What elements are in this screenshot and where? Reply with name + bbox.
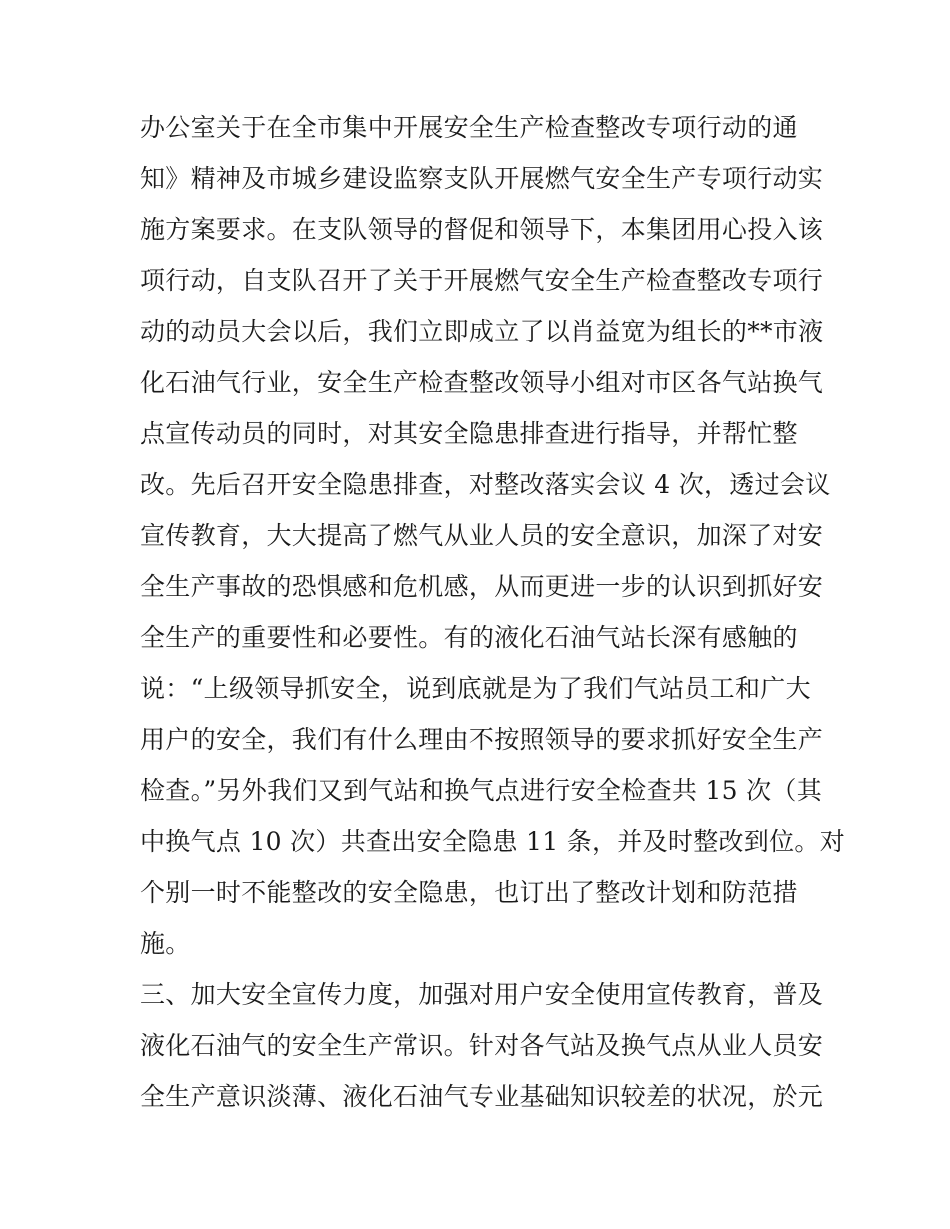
text-line-1: 办公室关于在全市集中开展安全生产检查整改专项行动的通 bbox=[140, 113, 798, 142]
text-line-18: 三、加大安全宣传力度，加强对用户安全使用宣传教育，普及 bbox=[140, 980, 824, 1009]
text-line-17: 施。 bbox=[140, 929, 191, 958]
text-line-7: 点宣传动员的同时，对其安全隐患排查进行指导，并帮忙整 bbox=[140, 419, 798, 448]
text-line-4: 项行动，自支队召开了关于开展燃气安全生产检查整改专项行 bbox=[140, 266, 824, 295]
text-line-5: 动的动员大会以后，我们立即成立了以肖益宽为组长的**市液 bbox=[140, 317, 824, 346]
text-line-20: 全生产意识淡薄、液化石油气专业基础知识较差的状况，於元 bbox=[140, 1082, 824, 1111]
text-line-6: 化石油气行业，安全生产检查整改领导小组对市区各气站换气 bbox=[140, 368, 824, 397]
text-line-12: 说：“上级领导抓安全，说到底就是为了我们气站员工和广大 bbox=[140, 674, 811, 703]
text-line-2: 知》精神及市城乡建设监察支队开展燃气安全生产专项行动实 bbox=[140, 164, 824, 193]
text-line-15: 中换气点 10 次）共查出安全隐患 11 条，并及时整改到位。对 bbox=[140, 827, 846, 856]
text-line-14: 检查。”另外我们又到气站和换气点进行安全检查共 15 次（其 bbox=[140, 776, 822, 805]
body-text bbox=[140, 102, 846, 1122]
text-line-10: 全生产事故的恐惧感和危机感，从而更进一步的认识到抓好安 bbox=[140, 572, 824, 601]
text-line-3: 施方案要求。在支队领导的督促和领导下，本集团用心投入该 bbox=[140, 215, 824, 244]
text-line-11: 全生产的重要性和必要性。有的液化石油气站长深有感触的 bbox=[140, 623, 798, 652]
text-line-19: 液化石油气的安全生产常识。针对各气站及换气点从业人员安 bbox=[140, 1031, 824, 1060]
text-line-9: 宣传教育，大大提高了燃气从业人员的安全意识，加深了对安 bbox=[140, 521, 824, 550]
text-line-8: 改。先后召开安全隐患排查，对整改落实会议 4 次，透过会议 bbox=[140, 470, 831, 499]
text-line-13: 用户的安全，我们有什么理由不按照领导的要求抓好安全生产 bbox=[140, 725, 824, 754]
text-line-16: 个别一时不能整改的安全隐患，也订出了整改计划和防范措 bbox=[140, 878, 798, 907]
